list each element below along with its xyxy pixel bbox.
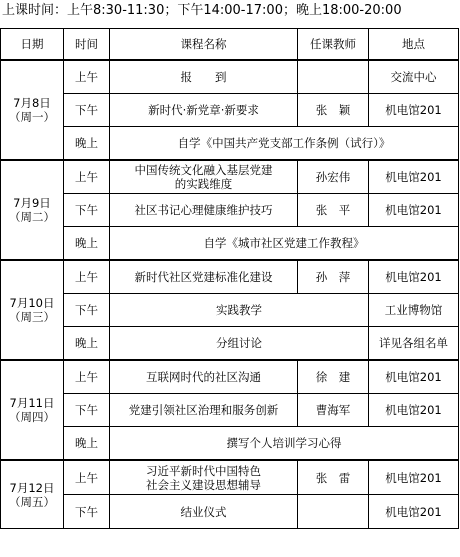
teacher-cell: 徐 建 [298,360,369,394]
date-cell [1,260,64,360]
table-row [1,260,459,294]
teacher-cell: 张 颖 [298,94,369,127]
course-cell-span: 实践教学 [110,294,369,327]
table-row [1,127,459,161]
location-cell: 机电馆201 [369,495,459,529]
table-row [1,327,459,361]
course-line: 社会主义建设思想辅导 [146,477,261,492]
time-cell: 晚上 [64,127,110,161]
location-cell: 详见各组名单 [369,327,459,361]
course-cell-span: 自学《城市社区党建工作教程》 [110,227,459,261]
location-cell: 机电馆201 [369,160,459,194]
course-cell-span: 分组讨论 [110,327,369,361]
teacher-cell: 孙宏伟 [298,160,369,194]
course-line: 的实践维度 [174,177,233,191]
time-cell: 上午 [64,460,110,495]
location-cell: 机电馆201 [369,94,459,127]
teacher-cell [298,495,369,529]
class-time-header: 上课时间：上午8:30-11:30；下午14:00-17:00；晚上18:00-20:00 [2,3,402,18]
course-cell: 社区书记心理健康维护技巧 [110,194,298,227]
date-label: 7月8日 [13,96,51,110]
course-cell: 新时代社区党建标准化建设 [110,260,298,294]
table-row [1,495,459,529]
column-header-location: 地点 [369,29,459,61]
time-cell: 上午 [64,160,110,194]
table-row [1,194,459,227]
date-cell [1,60,64,160]
location-cell: 机电馆201 [369,460,459,495]
time-cell: 晚上 [64,227,110,261]
teacher-cell [298,60,369,94]
course-cell [110,160,298,194]
table-row [1,60,459,94]
table-row [1,94,459,127]
column-header-course: 课程名称 [110,29,298,61]
time-cell: 下午 [64,94,110,127]
column-header-teacher: 任课教师 [298,29,369,61]
time-cell: 下午 [64,394,110,427]
teacher-cell: 孙 萍 [298,260,369,294]
table-row [1,160,459,194]
date-label: 7月12日 [9,480,55,495]
weekday-label: （周五） [9,494,55,509]
course-cell: 报 到 [110,60,298,94]
location-cell: 机电馆201 [369,194,459,227]
date-label: 7月11日 [9,396,55,410]
location-cell: 机电馆201 [369,260,459,294]
date-cell [1,160,64,260]
time-cell: 晚上 [64,427,110,461]
time-cell: 上午 [64,360,110,394]
weekday-label: （周三） [9,310,55,324]
table-row [1,427,459,461]
course-cell-span: 撰写个人培训学习心得 [110,427,459,461]
table-row [1,360,459,394]
time-cell: 上午 [64,260,110,294]
table-row [1,460,459,495]
teacher-cell: 曹海军 [298,394,369,427]
location-cell: 机电馆201 [369,394,459,427]
location-cell: 机电馆201 [369,360,459,394]
time-cell: 下午 [64,294,110,327]
schedule-table [0,28,459,529]
teacher-cell: 张 平 [298,194,369,227]
course-cell: 结业仪式 [110,495,298,529]
weekday-label: （周二） [9,210,55,224]
course-line: 习近平新时代中国特色 [146,463,261,478]
table-row [1,294,459,327]
weekday-label: （周四） [9,410,55,424]
teacher-cell: 张 雷 [298,460,369,495]
date-cell [1,360,64,460]
course-cell: 新时代·新党章·新要求 [110,94,298,127]
course-line: 中国传统文化融入基层党建 [134,163,273,177]
table-row [1,227,459,261]
weekday-label: （周一） [9,110,55,124]
column-header-time: 时间 [64,29,110,61]
time-cell: 晚上 [64,327,110,361]
table-header-row [1,29,459,61]
time-cell: 下午 [64,495,110,529]
course-cell-span: 自学《中国共产党支部工作条例（试行）》 [110,127,459,161]
course-cell: 互联网时代的社区沟通 [110,360,298,394]
location-cell: 交流中心 [369,60,459,94]
time-cell: 下午 [64,194,110,227]
date-cell [1,460,64,529]
column-header-date: 日期 [1,29,64,61]
course-cell: 党建引领社区治理和服务创新 [110,394,298,427]
course-cell [110,460,298,495]
date-label: 7月9日 [13,196,51,210]
location-cell: 工业博物馆 [369,294,459,327]
time-cell: 上午 [64,60,110,94]
table-row [1,394,459,427]
date-label: 7月10日 [9,296,55,310]
